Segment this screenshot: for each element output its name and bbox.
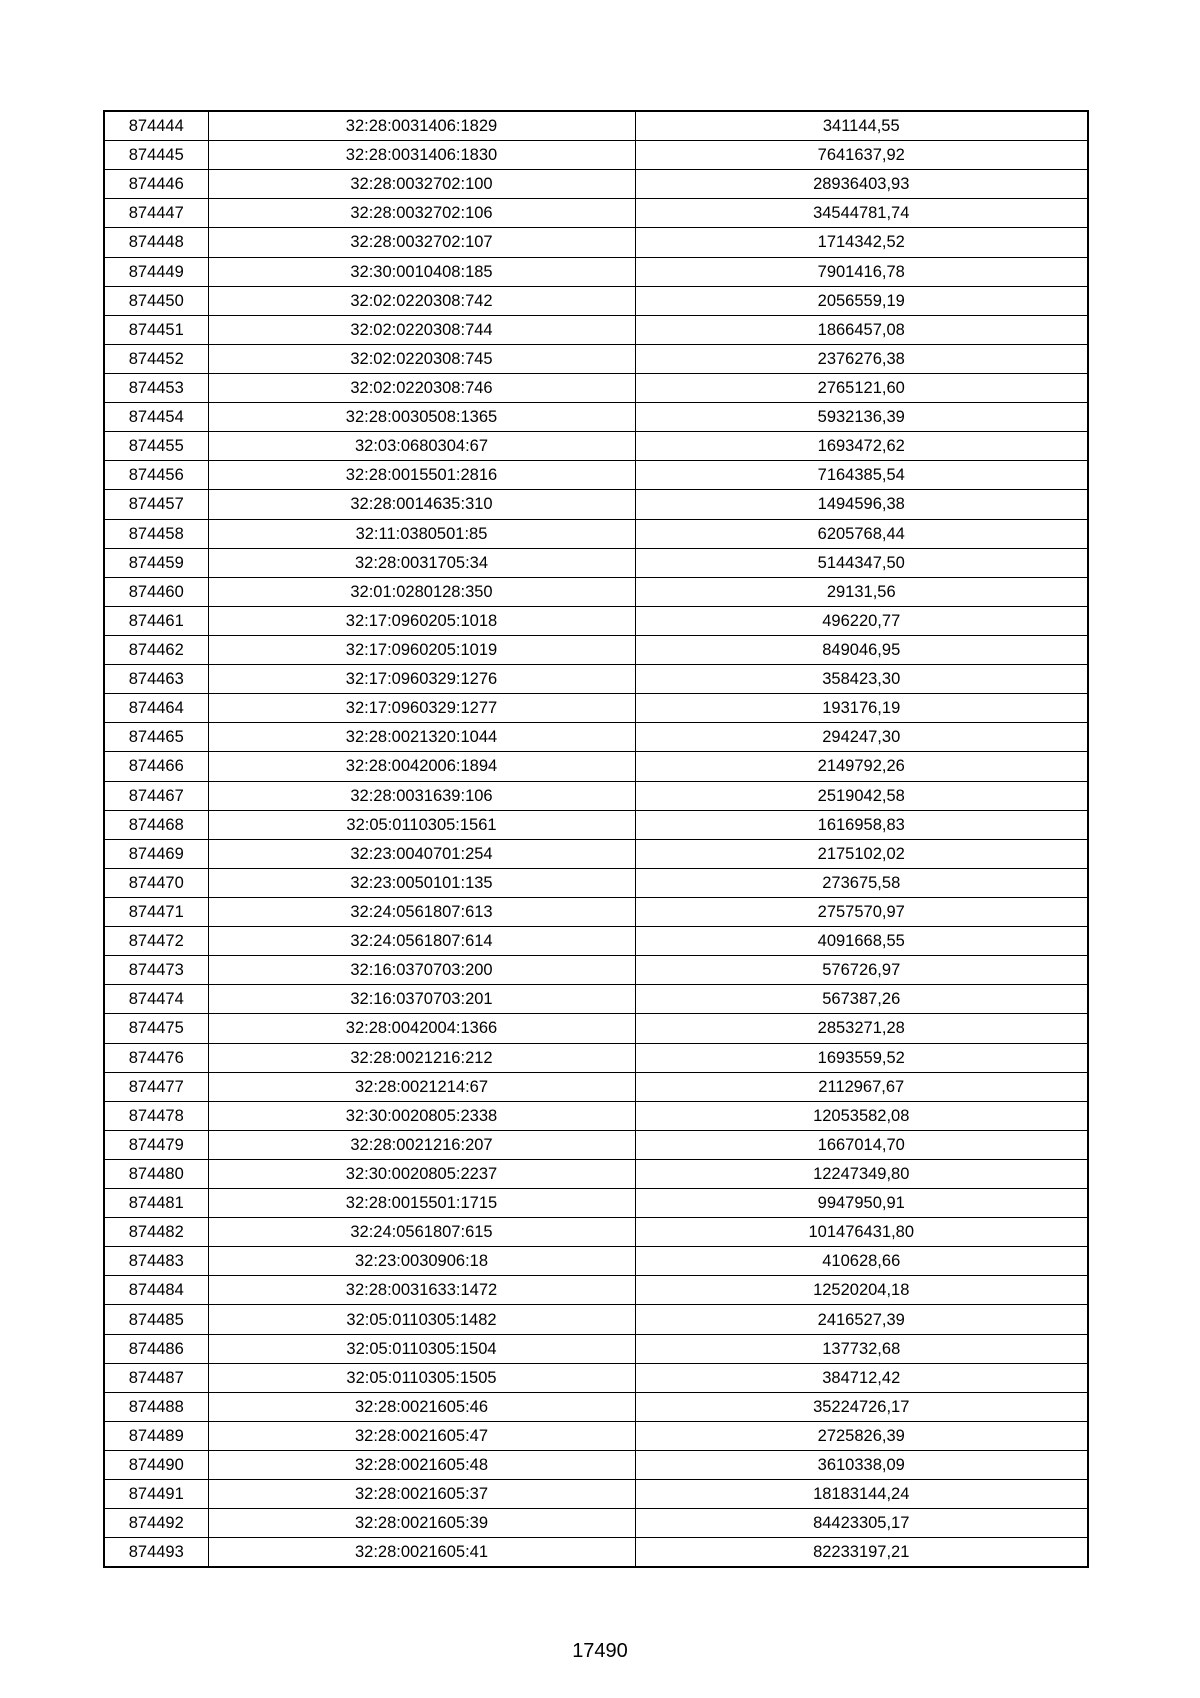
- table-row: [104, 199, 1088, 228]
- cadastral-number-cell: 32:02:0220308:742: [208, 286, 635, 315]
- row-number-cell: 874462: [104, 635, 208, 664]
- row-number-cell: 874482: [104, 1218, 208, 1247]
- value-cell: 7164385,54: [635, 461, 1088, 490]
- table-row: [104, 548, 1088, 577]
- data-table: [103, 110, 1089, 1568]
- cadastral-number-cell: 32:01:0280128:350: [208, 577, 635, 606]
- value-cell: 12053582,08: [635, 1101, 1088, 1130]
- value-cell: 2725826,39: [635, 1421, 1088, 1450]
- table-row: [104, 956, 1088, 985]
- cadastral-number-cell: 32:28:0031639:106: [208, 781, 635, 810]
- row-number-cell: 874449: [104, 257, 208, 286]
- table-row: [104, 373, 1088, 402]
- table-row: [104, 257, 1088, 286]
- value-cell: 358423,30: [635, 665, 1088, 694]
- value-cell: 4091668,55: [635, 927, 1088, 956]
- table-row: [104, 1509, 1088, 1538]
- value-cell: 12247349,80: [635, 1159, 1088, 1188]
- value-cell: 2853271,28: [635, 1014, 1088, 1043]
- table-row: [104, 752, 1088, 781]
- value-cell: 1693472,62: [635, 432, 1088, 461]
- value-cell: 82233197,21: [635, 1538, 1088, 1568]
- table-row: [104, 490, 1088, 519]
- row-number-cell: 874475: [104, 1014, 208, 1043]
- table-row: [104, 723, 1088, 752]
- row-number-cell: 874465: [104, 723, 208, 752]
- table-row: [104, 1043, 1088, 1072]
- value-cell: 2757570,97: [635, 897, 1088, 926]
- row-number-cell: 874451: [104, 315, 208, 344]
- cadastral-number-cell: 32:28:0021320:1044: [208, 723, 635, 752]
- cadastral-number-cell: 32:16:0370703:201: [208, 985, 635, 1014]
- table-row: [104, 635, 1088, 664]
- value-cell: 576726,97: [635, 956, 1088, 985]
- row-number-cell: 874452: [104, 344, 208, 373]
- value-cell: 2519042,58: [635, 781, 1088, 810]
- cadastral-number-cell: 32:28:0021605:37: [208, 1480, 635, 1509]
- row-number-cell: 874455: [104, 432, 208, 461]
- table-row: [104, 985, 1088, 1014]
- row-number-cell: 874492: [104, 1509, 208, 1538]
- cadastral-number-cell: 32:28:0042004:1366: [208, 1014, 635, 1043]
- cadastral-number-cell: 32:02:0220308:745: [208, 344, 635, 373]
- cadastral-number-cell: 32:28:0031705:34: [208, 548, 635, 577]
- table-row: [104, 1392, 1088, 1421]
- table-row: [104, 868, 1088, 897]
- row-number-cell: 874456: [104, 461, 208, 490]
- cadastral-number-cell: 32:05:0110305:1505: [208, 1363, 635, 1392]
- value-cell: 28936403,93: [635, 170, 1088, 199]
- row-number-cell: 874479: [104, 1130, 208, 1159]
- row-number-cell: 874470: [104, 868, 208, 897]
- value-cell: 7901416,78: [635, 257, 1088, 286]
- row-number-cell: 874481: [104, 1189, 208, 1218]
- table-row: [104, 1363, 1088, 1392]
- row-number-cell: 874476: [104, 1043, 208, 1072]
- cadastral-number-cell: 32:24:0561807:614: [208, 927, 635, 956]
- row-number-cell: 874466: [104, 752, 208, 781]
- value-cell: 1714342,52: [635, 228, 1088, 257]
- table-row: [104, 1189, 1088, 1218]
- table-row: [104, 1480, 1088, 1509]
- row-number-cell: 874448: [104, 228, 208, 257]
- row-number-cell: 874493: [104, 1538, 208, 1568]
- row-number-cell: 874450: [104, 286, 208, 315]
- cadastral-number-cell: 32:28:0042006:1894: [208, 752, 635, 781]
- cadastral-number-cell: 32:16:0370703:200: [208, 956, 635, 985]
- value-cell: 849046,95: [635, 635, 1088, 664]
- row-number-cell: 874480: [104, 1159, 208, 1188]
- cadastral-number-cell: 32:05:0110305:1561: [208, 810, 635, 839]
- cadastral-number-cell: 32:28:0031406:1830: [208, 141, 635, 170]
- row-number-cell: 874490: [104, 1451, 208, 1480]
- row-number-cell: 874444: [104, 111, 208, 141]
- value-cell: 7641637,92: [635, 141, 1088, 170]
- row-number-cell: 874485: [104, 1305, 208, 1334]
- table-row: [104, 170, 1088, 199]
- value-cell: 496220,77: [635, 606, 1088, 635]
- cadastral-number-cell: 32:24:0561807:613: [208, 897, 635, 926]
- row-number-cell: 874478: [104, 1101, 208, 1130]
- cadastral-number-cell: 32:05:0110305:1504: [208, 1334, 635, 1363]
- row-number-cell: 874461: [104, 606, 208, 635]
- row-number-cell: 874489: [104, 1421, 208, 1450]
- cadastral-number-cell: 32:28:0032702:107: [208, 228, 635, 257]
- value-cell: 1866457,08: [635, 315, 1088, 344]
- cadastral-number-cell: 32:28:0015501:2816: [208, 461, 635, 490]
- row-number-cell: 874468: [104, 810, 208, 839]
- table-row: [104, 577, 1088, 606]
- table-row: [104, 1538, 1088, 1568]
- table-row: [104, 1247, 1088, 1276]
- cadastral-number-cell: 32:28:0021605:41: [208, 1538, 635, 1568]
- row-number-cell: 874454: [104, 403, 208, 432]
- row-number-cell: 874472: [104, 927, 208, 956]
- value-cell: 1693559,52: [635, 1043, 1088, 1072]
- row-number-cell: 874460: [104, 577, 208, 606]
- value-cell: 1667014,70: [635, 1130, 1088, 1159]
- table-row: [104, 1130, 1088, 1159]
- cadastral-number-cell: 32:17:0960329:1276: [208, 665, 635, 694]
- row-number-cell: 874487: [104, 1363, 208, 1392]
- value-cell: 2765121,60: [635, 373, 1088, 402]
- cadastral-number-cell: 32:28:0021216:207: [208, 1130, 635, 1159]
- value-cell: 18183144,24: [635, 1480, 1088, 1509]
- value-cell: 410628,66: [635, 1247, 1088, 1276]
- cadastral-number-cell: 32:11:0380501:85: [208, 519, 635, 548]
- row-number-cell: 874488: [104, 1392, 208, 1421]
- row-number-cell: 874467: [104, 781, 208, 810]
- row-number-cell: 874463: [104, 665, 208, 694]
- table-row: [104, 606, 1088, 635]
- value-cell: 137732,68: [635, 1334, 1088, 1363]
- row-number-cell: 874453: [104, 373, 208, 402]
- cadastral-number-cell: 32:28:0031406:1829: [208, 111, 635, 141]
- table-row: [104, 1334, 1088, 1363]
- table-row: [104, 141, 1088, 170]
- row-number-cell: 874477: [104, 1072, 208, 1101]
- cadastral-number-cell: 32:05:0110305:1482: [208, 1305, 635, 1334]
- row-number-cell: 874464: [104, 694, 208, 723]
- value-cell: 2416527,39: [635, 1305, 1088, 1334]
- cadastral-number-cell: 32:17:0960205:1019: [208, 635, 635, 664]
- row-number-cell: 874458: [104, 519, 208, 548]
- table-row: [104, 519, 1088, 548]
- value-cell: 3610338,09: [635, 1451, 1088, 1480]
- cadastral-number-cell: 32:28:0031633:1472: [208, 1276, 635, 1305]
- table-row: [104, 315, 1088, 344]
- value-cell: 294247,30: [635, 723, 1088, 752]
- table-row: [104, 1014, 1088, 1043]
- row-number-cell: 874473: [104, 956, 208, 985]
- cadastral-number-cell: 32:28:0032702:106: [208, 199, 635, 228]
- cadastral-number-cell: 32:03:0680304:67: [208, 432, 635, 461]
- row-number-cell: 874483: [104, 1247, 208, 1276]
- cadastral-number-cell: 32:28:0015501:1715: [208, 1189, 635, 1218]
- table-row: [104, 1072, 1088, 1101]
- row-number-cell: 874491: [104, 1480, 208, 1509]
- row-number-cell: 874446: [104, 170, 208, 199]
- value-cell: 1616958,83: [635, 810, 1088, 839]
- cadastral-number-cell: 32:28:0014635:310: [208, 490, 635, 519]
- row-number-cell: 874484: [104, 1276, 208, 1305]
- value-cell: 29131,56: [635, 577, 1088, 606]
- row-number-cell: 874457: [104, 490, 208, 519]
- table-row: [104, 1305, 1088, 1334]
- table-row: [104, 1421, 1088, 1450]
- row-number-cell: 874447: [104, 199, 208, 228]
- row-number-cell: 874474: [104, 985, 208, 1014]
- cadastral-number-cell: 32:30:0020805:2338: [208, 1101, 635, 1130]
- value-cell: 12520204,18: [635, 1276, 1088, 1305]
- value-cell: 5932136,39: [635, 403, 1088, 432]
- value-cell: 384712,42: [635, 1363, 1088, 1392]
- cadastral-number-cell: 32:24:0561807:615: [208, 1218, 635, 1247]
- table-row: [104, 781, 1088, 810]
- cadastral-number-cell: 32:28:0030508:1365: [208, 403, 635, 432]
- row-number-cell: 874469: [104, 839, 208, 868]
- cadastral-number-cell: 32:23:0040701:254: [208, 839, 635, 868]
- cadastral-number-cell: 32:17:0960329:1277: [208, 694, 635, 723]
- cadastral-number-cell: 32:17:0960205:1018: [208, 606, 635, 635]
- value-cell: 84423305,17: [635, 1509, 1088, 1538]
- table-row: [104, 694, 1088, 723]
- cadastral-number-cell: 32:30:0020805:2237: [208, 1159, 635, 1188]
- table-row: [104, 927, 1088, 956]
- page-number: 17490: [572, 1640, 628, 1662]
- cadastral-number-cell: 32:23:0030906:18: [208, 1247, 635, 1276]
- value-cell: 273675,58: [635, 868, 1088, 897]
- table-row: [104, 344, 1088, 373]
- value-cell: 567387,26: [635, 985, 1088, 1014]
- table-row: [104, 1218, 1088, 1247]
- table-row: [104, 228, 1088, 257]
- value-cell: 101476431,80: [635, 1218, 1088, 1247]
- row-number-cell: 874471: [104, 897, 208, 926]
- value-cell: 35224726,17: [635, 1392, 1088, 1421]
- table-row: [104, 1159, 1088, 1188]
- row-number-cell: 874459: [104, 548, 208, 577]
- cadastral-number-cell: 32:02:0220308:746: [208, 373, 635, 402]
- value-cell: 34544781,74: [635, 199, 1088, 228]
- value-cell: 193176,19: [635, 694, 1088, 723]
- table-row: [104, 286, 1088, 315]
- table-row: [104, 461, 1088, 490]
- table-row: [104, 1101, 1088, 1130]
- row-number-cell: 874445: [104, 141, 208, 170]
- cadastral-number-cell: 32:28:0021605:39: [208, 1509, 635, 1538]
- value-cell: 2112967,67: [635, 1072, 1088, 1101]
- value-cell: 2056559,19: [635, 286, 1088, 315]
- cadastral-number-cell: 32:28:0021605:46: [208, 1392, 635, 1421]
- table-row: [104, 1276, 1088, 1305]
- table-row: [104, 403, 1088, 432]
- cadastral-number-cell: 32:28:0021216:212: [208, 1043, 635, 1072]
- value-cell: 2175102,02: [635, 839, 1088, 868]
- cadastral-number-cell: 32:02:0220308:744: [208, 315, 635, 344]
- table-row: [104, 432, 1088, 461]
- cadastral-number-cell: 32:28:0021214:67: [208, 1072, 635, 1101]
- cadastral-number-cell: 32:28:0032702:100: [208, 170, 635, 199]
- row-number-cell: 874486: [104, 1334, 208, 1363]
- table-row: [104, 810, 1088, 839]
- cadastral-number-cell: 32:30:0010408:185: [208, 257, 635, 286]
- value-cell: 5144347,50: [635, 548, 1088, 577]
- table-row: [104, 897, 1088, 926]
- value-cell: 9947950,91: [635, 1189, 1088, 1218]
- table-row: [104, 839, 1088, 868]
- value-cell: 6205768,44: [635, 519, 1088, 548]
- value-cell: 1494596,38: [635, 490, 1088, 519]
- cadastral-number-cell: 32:28:0021605:48: [208, 1451, 635, 1480]
- cadastral-number-cell: 32:23:0050101:135: [208, 868, 635, 897]
- table-body: [104, 111, 1088, 1567]
- value-cell: 341144,55: [635, 111, 1088, 141]
- table-row: [104, 665, 1088, 694]
- value-cell: 2376276,38: [635, 344, 1088, 373]
- table-row: [104, 111, 1088, 141]
- table-row: [104, 1451, 1088, 1480]
- value-cell: 2149792,26: [635, 752, 1088, 781]
- cadastral-number-cell: 32:28:0021605:47: [208, 1421, 635, 1450]
